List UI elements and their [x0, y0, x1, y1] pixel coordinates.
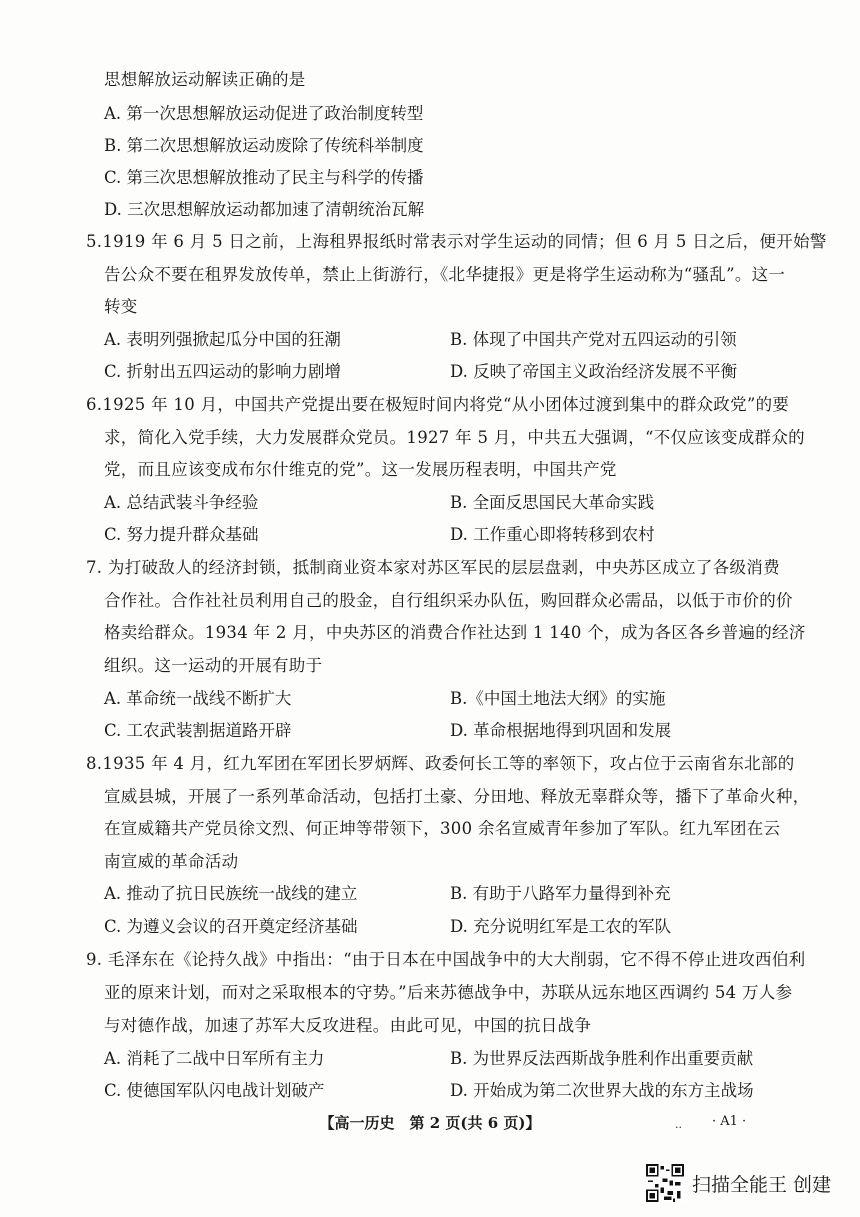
footer-dots: ..: [675, 1118, 682, 1131]
q5-option-d: D. 反映了帝国主义政治经济发展不平衡: [450, 362, 738, 381]
q6-option-b: B. 全面反思国民大革命实践: [450, 493, 655, 512]
q6-option-c: C. 努力提升群众基础: [104, 525, 259, 544]
q5-stem-line: 转变: [104, 297, 138, 316]
q7-stem-line: 格卖给群众。1934 年 2 月，中央苏区的消费合作社达到 1 140 个，成为各区各乡普遍的经济: [104, 623, 806, 642]
qr-code-icon: [646, 1164, 684, 1202]
q4-option-a: A. 第一次思想解放运动促进了政治制度转型: [104, 104, 424, 123]
q5-stem-line: 告公众不要在租界发放传单，禁止上街游行，《北华捷报》更是将学生运动称为“骚乱”。这一: [104, 265, 786, 284]
footer-page-code: · A1 ·: [712, 1114, 747, 1129]
q7-option-a: A. 革命统一战线不断扩大: [104, 689, 292, 708]
q7-stem-line: 合作社。合作社社员利用自己的股金，自行组织采办队伍，购回群众必需品，以低于市价的价: [104, 591, 793, 610]
q8-stem-line: 在宣威籍共产党员徐文烈、何正坤等带领下，300 余名宣威青年参加了军队。红九军团在云: [104, 819, 781, 838]
q6-stem-line: 6.1925 年 10 月，中国共产党提出要在极短时间内将党“从小团体过渡到集中的群众政党”的要: [86, 395, 790, 414]
q4-stem-tail: 思想解放运动解读正确的是: [104, 70, 306, 89]
q8-option-b: B. 有助于八路军力量得到补充: [450, 884, 671, 903]
q9-stem-line: 亚的原来计划，而对之采取根本的守势。”后来苏德战争中，苏联从远东地区西调约 54 万人参: [104, 983, 793, 1002]
q5-option-b: B. 体现了中国共产党对五四运动的引领: [450, 330, 737, 349]
q6-option-a: A. 总结武装斗争经验: [104, 493, 259, 512]
q5-option-c: C. 折射出五四运动的影响力剧增: [104, 362, 342, 381]
q9-stem-line: 与对德作战，加速了苏军大反攻进程。由此可见，中国的抗日战争: [104, 1016, 592, 1035]
q5-option-a: A. 表明列强掀起瓜分中国的狂潮: [104, 330, 341, 349]
q6-stem-line: 求，简化入党手续，大力发展群众党员。1927 年 5 月，中共五大强调，“不仅应该变成群众的: [104, 428, 805, 447]
q7-option-d: D. 革命根据地得到巩固和发展: [450, 721, 672, 740]
scanner-watermark: 扫描全能王 创建: [692, 1174, 832, 1196]
q9-option-b: B. 为世界反法西斯战争胜利作出重要贡献: [450, 1049, 754, 1068]
q7-option-b: B.《中国土地法大纲》的实施: [450, 689, 666, 708]
q5-stem-line: 5.1919 年 6 月 5 日之前，上海租界报纸时常表示对学生运动的同情；但 6 月 5 日之后，便开始警: [86, 232, 827, 251]
q4-option-b: B. 第二次思想解放运动废除了传统科举制度: [104, 136, 424, 155]
q6-option-d: D. 工作重心即将转移到农村: [450, 525, 655, 544]
q9-stem-line: 9. 毛泽东在《论持久战》中指出：“由于日本在中国战争中的大大削弱，它不得不停止进攻西伯利: [86, 950, 806, 969]
q8-option-d: D. 充分说明红军是工农的军队: [450, 917, 672, 936]
q7-option-c: C. 工农武装割据道路开辟: [104, 721, 292, 740]
q7-stem-line: 组织。这一运动的开展有助于: [104, 656, 323, 675]
q8-stem-line: 宣威县城，开展了一系列革命活动，包括打土豪、分田地、释放无辜群众等，播下了革命火种，: [104, 787, 810, 806]
q8-stem-line: 南宣威的革命活动: [104, 852, 239, 871]
q9-option-a: A. 消耗了二战中日军所有主力: [104, 1049, 325, 1068]
q8-stem-line: 8.1935 年 4 月，红九军团在军团长罗炳辉、政委何长工等的率领下，攻占位于云南省东北部的: [86, 754, 795, 773]
q7-stem-line: 7. 为打破敌人的经济封锁，抵制商业资本家对苏区军民的层层盘剥，中央苏区成立了各级消费: [86, 558, 780, 577]
q6-stem-line: 党，而且应该变成布尔什维克的党”。这一发展历程表明，中国共产党: [104, 460, 617, 479]
q9-option-c: C. 使德国军队闪电战计划破产: [104, 1081, 325, 1100]
q4-option-c: C. 第三次思想解放推动了民主与科学的传播: [104, 168, 424, 187]
q9-option-d: D. 开始成为第二次世界大战的东方主战场: [450, 1081, 754, 1100]
q8-option-c: C. 为遵义会议的召开奠定经济基础: [104, 917, 358, 936]
page-footer-label: 【高一历史 第 2 页(共 6 页)】: [319, 1114, 541, 1132]
q4-option-d: D. 三次思想解放运动都加速了清朝统治瓦解: [104, 200, 425, 219]
q8-option-a: A. 推动了抗日民族统一战线的建立: [104, 884, 358, 903]
